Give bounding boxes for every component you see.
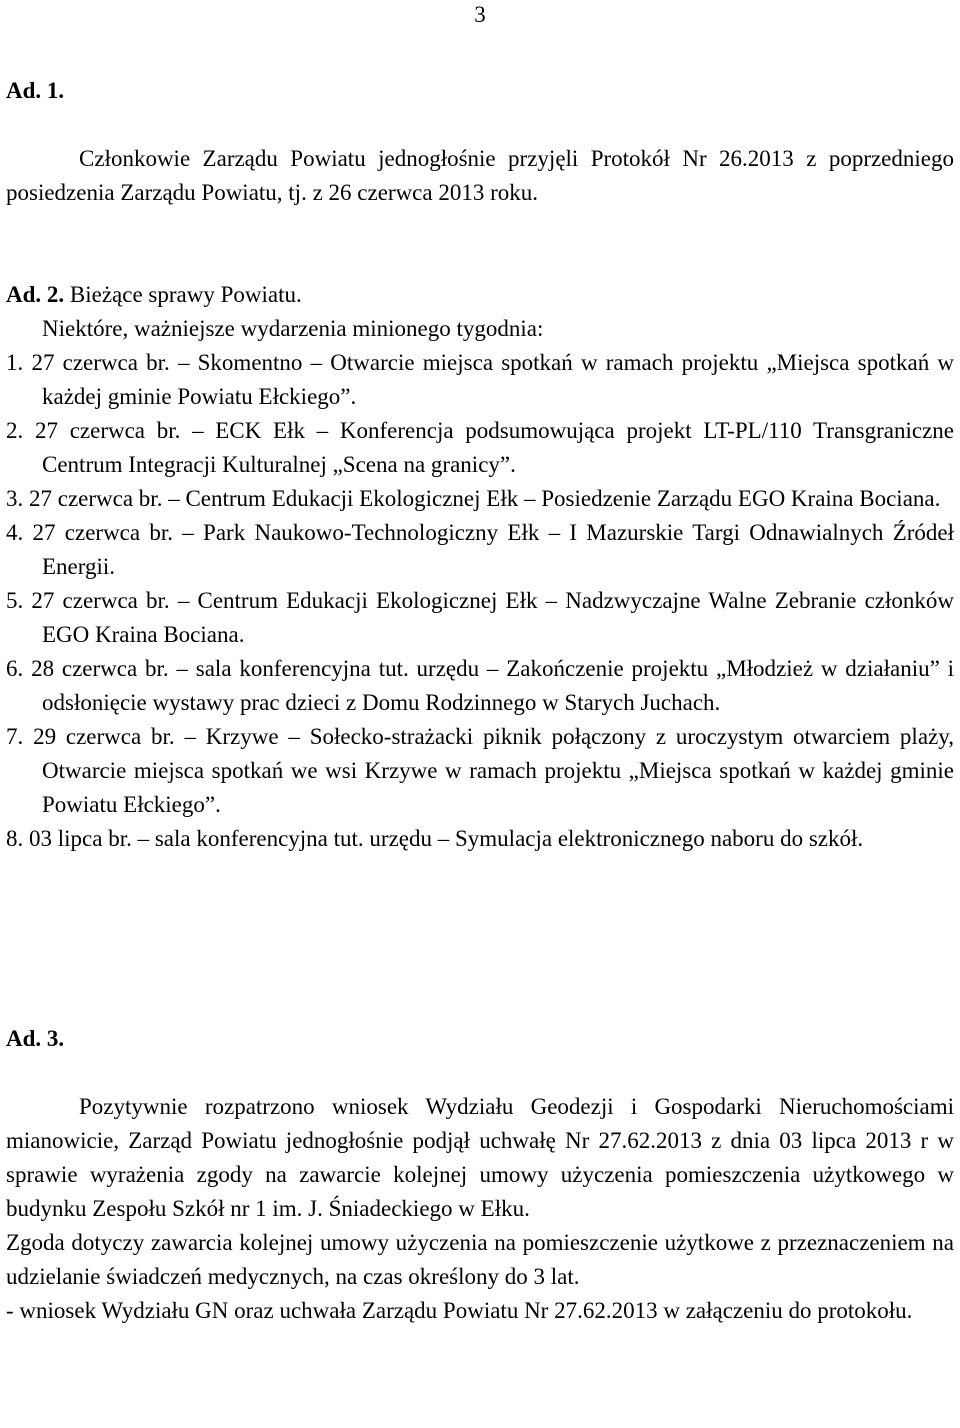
page-number: 3 (474, 2, 486, 27)
ad2-section (6, 278, 954, 856)
event-list-item: 7. 29 czerwca br. – Krzywe – Sołecko-strażacki piknik połączony z uroczystym otwarciem plaży, Otwarcie miejsca spotkań we wsi Krzywe w ramach projektu „Miejsca spotkań w każdej gminie Powiatu Ełckiego”. (6, 724, 954, 817)
ad3-paragraph-attachment: - wniosek Wydziału GN oraz uchwała Zarządu Powiatu Nr 27.62.2013 w załączeniu do protokołu. (6, 1298, 913, 1323)
event-list-item: 6. 28 czerwca br. – sala konferencyjna tut. urzędu – Zakończenie projektu „Młodzież w działaniu” i odsłonięcie wystawy prac dzieci z Domu Rodzinnego w Starych Juchach. (6, 656, 954, 715)
event-list-item: 4. 27 czerwca br. – Park Naukowo-Technologiczny Ełk – I Mazurskie Targi Odnawialnych Źródeł Energii. (6, 520, 954, 579)
ad2-heading-title: Bieżące sprawy Powiatu. (69, 282, 302, 307)
ad1-section (6, 74, 954, 210)
event-list-item: 8. 03 lipca br. – sala konferencyjna tut. urzędu – Symulacja elektronicznego naboru do szkół. (6, 826, 864, 851)
ad3-heading: Ad. 3. (6, 1026, 65, 1051)
event-list-item: 3. 27 czerwca br. – Centrum Edukacji Ekologicznej Ełk – Posiedzenie Zarządu EGO Kraina Bociana. (6, 486, 941, 511)
ad1-heading: Ad. 1. (6, 78, 65, 103)
event-list-item: 5. 27 czerwca br. – Centrum Edukacji Ekologicznej Ełk – Nadzwyczajne Walne Zebranie członków EGO Kraina Bociana. (6, 588, 954, 647)
ad3-section (6, 1022, 954, 1328)
ad2-heading-number: Ad. 2. (6, 282, 65, 307)
ad2-heading (6, 278, 954, 312)
ad2-intro: Niektóre, ważniejsze wydarzenia minionego tygodnia: (42, 316, 544, 341)
event-list-item: 2. 27 czerwca br. – ECK Ełk – Konferencja podsumowująca projekt LT-PL/110 Transgraniczne Centrum Integracji Kulturalnej „Scena na granicy”. (6, 418, 954, 477)
ad3-paragraph-consent: Zgoda dotyczy zawarcia kolejnej umowy użyczenia na pomieszczenie użytkowe z przeznaczeniem na udzielanie świadczeń medycznych, na czas określony do 3 lat. (6, 1230, 954, 1289)
event-list-item: 1. 27 czerwca br. – Skomentno – Otwarcie miejsca spotkań w ramach projektu „Miejsca spotkań w każdej gminie Powiatu Ełckiego”. (6, 350, 954, 409)
ad1-paragraph: Członkowie Zarządu Powiatu jednogłośnie przyjęli Protokół Nr 26.2013 z poprzedniego posiedzenia Zarządu Powiatu, tj. z 26 czerwca 2013 roku. (6, 146, 954, 205)
ad3-paragraph-resolution: Pozytywnie rozpatrzono wniosek Wydziału Geodezji i Gospodarki Nieruchomościami mianowicie, Zarząd Powiatu jednogłośnie podjął uchwałę Nr 27.62.2013 z dnia 03 lipca 2013 r w sprawie wyrażenia zgody na zawarcie kolejnej umowy użyczenia pomieszczenia użytkowego w budynku Zespołu Szkół nr 1 im. J. Śniadeckiego w Ełku. (6, 1094, 954, 1221)
